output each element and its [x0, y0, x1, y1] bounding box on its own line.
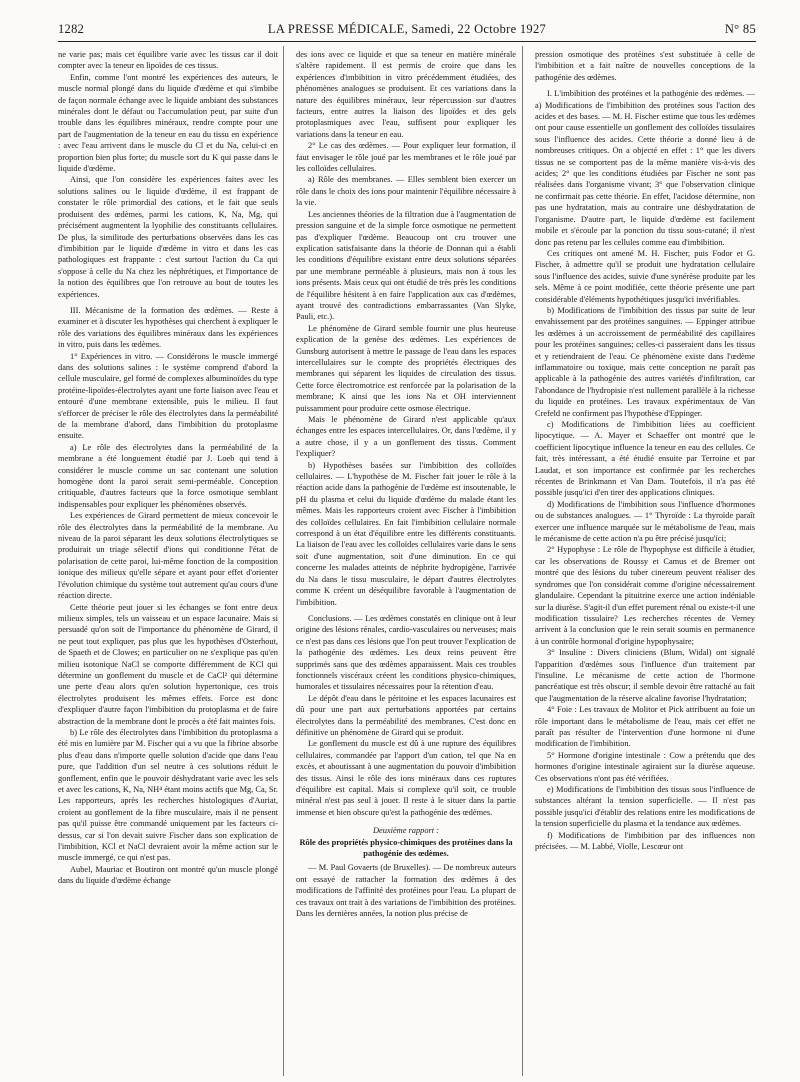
paragraph: Les anciennes théories de la filtration due à l'augmentation de pression sanguine et de la simple force osmotique ne permettent pas d'expliquer l'œdème. Beaucoup ont cru trouver une explication satisfaisante dans la théorie de Donnan qui a établi les conditions d'équilibre existant entre deux solutions séparées par une membrane perméable à plusieurs, mais non à tous les ions présents. Mais ceux qui ont étudié de très près les conditions de l'équilibre hésitent à en faire l'application aux cas d'œdèmes, ayant trouvé des contradictions embarrassantes (Van Slyke, Pauli, etc.).	[296, 209, 516, 322]
paragraph: 3° Insuline : Divers cliniciens (Blum, Widal) ont signalé l'apparition d'œdèmes sous l'influence d'un traitement par l'insuline. Le mécanisme de cette action de l'hormone pancréatique est très obscur; il semble devoir être rattaché au fait que l'augmentation de la réserve alcaline favorise l'hydratation;	[535, 648, 755, 703]
paragraph: b) Hypothèses basées sur l'imbibition des colloïdes cellulaires. — L'hypothèse de M. Fischer fait jouer le rôle à la réaction acide dans la pathogénie de l'œdème est insoutenable, le pH du plasma et celui du liquide d'œdème du malade étant les mêmes. Mais les rapporteurs croient avec Fischer à l'imbibition des colloïdes cellulaires. En fait l'imbibition cellulaire normale correspond à un état d'équilibre entre les différents constituants. La liaison de l'eau avec les colloïdes cellulaires varie dans le sens soit d'une augmentation, soit d'une diminution. En ce qui concerne les malades atteints de néphrite hydropigène, l'arrivée du Na dans le tissu musculaire, le départ d'autres électrolytes comme K créent un déséquilibre favorable à l'augmentation de l'imbibition.	[296, 460, 516, 607]
section-heading-paragraph: III. Mécanisme de la formation des œdèmes. — Reste à examiner et à discuter les hypothèses qui cherchent à expliquer le rôle des variations des équilibres minéraux dans les expériences in vitro, puis dans les œdèmes.	[58, 305, 278, 350]
column-divider	[283, 46, 284, 1076]
paragraph: f) Modifications de l'imbibition par des influences non précisées. — M. Labbé, Violle, Lescœur ont	[535, 830, 755, 852]
paragraph: Les expériences de Girard permettent de mieux concevoir le rôle des électrolytes dans la perméabilité de la membrane. Au niveau de la paroi séparant les deux solutions électrolytiques se produirait un triage sélectif d'ions qui conditionne l'état de polarisation de cette paroi, lui-même fonction de la composition ionique des milieux qu'elle sépare et ayant pour effet d'orienter l'évolution chimique du système tout autrement qu'au cours d'une réaction directe.	[58, 511, 278, 601]
header-rule	[58, 41, 756, 42]
paragraph: Ainsi, que l'on considère les expériences faites avec les solutions salines ou le liquide d'œdème, il est frappant de constater le rôle primordial des cations, et le fait que seuls produisent des œdèmes, parmi les cations, K, Na, Mg, qui précisément augmentent la lyophilie des constituants cellulaires. De plus, la similitude des perturbations observées dans les cas d'imbibition par le liquide d'œdème in vitro et dans les cas pathologiques est frappante : c'est surtout l'action du Ca qui s'oppose à celle du Na chez les néphrétiques, et l'importance de la notion des équilibres que l'on retrouve au bout de toutes les expériences.	[58, 175, 278, 299]
paragraph: ne varie pas; mais cet équilibre varie avec les tissus car il doit compter avec la teneur en lipoïdes de ces tissus.	[58, 50, 278, 71]
paragraph: 4° Foie : Les travaux de Molitor et Pick attribuent au foie un rôle important dans le métabolisme de l'eau, mais cet effet ne paraît pas résulter de l'intervention d'une hormone ni d'une modification de l'imbibition.	[535, 705, 755, 749]
report-title: Rôle des propriétés physico-chimiques des protéines dans la pathogénie des œdèmes.	[299, 837, 513, 859]
journal-title: LA PRESSE MÉDICALE, Samedi, 22 Octobre 1927	[267, 22, 547, 36]
column-1	[58, 49, 278, 1075]
paragraph: e) Modifications de l'imbibition des tissus sous l'influence de substances altérant la tension superficielle. — Il n'est pas possible jusqu'ici d'établir des relations entre les modifications de la tension superficielle du plasma et la tendance aux œdèmes.	[535, 785, 755, 829]
paragraph: Le gonflement du muscle est dû à une rupture des équilibres cellulaires, commandée par l'apport d'un cation, tel que Na en excès, et aboutissant à une augmentation du pouvoir d'imbibition des tissus. Ainsi le rôle des ions minéraux dans ces ruptures d'équilibre est capital. Mais si complexe qu'il soit, ce trouble minéral n'est pas seul à jouer. Il reste à le situer dans la partie immense et bien obscure qu'est la pathogénie des œdèmes.	[296, 739, 516, 817]
conclusions-paragraph: Conclusions. — Les œdèmes constatés en clinique ont à leur origine des lésions rénales, cardio-vasculaires ou nerveuses; mais ce n'est pas dans ces lésions que l'on peut trouver l'explication de la pathogénie des œdèmes. Les deux reins peuvent être supprimés sans que des œdèmes apparaissent. Mais ces troubles fonctionnels viscéraux créent les conditions physico-chimiques, humorales et tissulaires nécessaires pour la rétention d'eau.	[296, 613, 516, 692]
column-2	[296, 49, 516, 1075]
paragraph: 2° Le cas des œdèmes. — Pour expliquer leur formation, il faut envisager le rôle joué par les membranes et le rôle joué par les colloïdes cellulaires.	[296, 141, 516, 174]
paragraph: Mais le phénomène de Girard n'est applicable qu'aux échanges entre les espaces intercellulaires. Or, dans l'œdème, il y a autre chose, il y a un gonflement des tissus. Comment l'expliquer?	[296, 415, 516, 459]
paragraph: Le phénomène de Girard semble fournir une plus heureuse explication de la genèse des œdèmes. Les expériences de Gunsburg autorisent à mettre le passage de l'eau dans les espaces intercellulaires sur le compte des propriétés électriques des membranes qui séparent les liquides de circulation des tissus. Cette force électromotrice est renforcée par la polarisation de la membrane; K ainsi que les ions Na et OH interviennent puissamment pour produire cette osmose électrique.	[296, 323, 516, 413]
report-label: Deuxième rapport :	[372, 826, 440, 836]
paragraph: Aubel, Mauriac et Boutiron ont montré qu'un muscle plongé dans du liquide d'œdème échange	[58, 864, 278, 886]
paragraph: 1° Expériences in vitro. — Considérons le muscle immergé dans des solutions salines : le système comprend d'abord la cellule musculaire, gel formé de complexes albuminoïdes du type protéine-lipoïdes-électrolytes ayant une forte liaison avec l'eau et entouré d'une membrane extensible, puis le milieu. Il faut s'efforcer de préciser le rôle des électrolytes dans la perméabilité de la membrane d'abord, dans l'imbibition du protoplasme ensuite.	[58, 351, 278, 441]
issue-number: N° 85	[724, 22, 756, 36]
paragraph: Enfin, comme l'ont montré les expériences des auteurs, le muscle normal plongé dans du liquide d'œdème et qui s'imbibe de façon normale échange avec le liquide ambiant des substances minérales dont le défaut ou l'accumulation peut, par suite d'un trouble dans les équilibres minéraux, rendre compte pour une part de l'augmentation de la teneur en eau du tissu en expérience : avec l'eau arrivent dans le muscle du Cl et du Na, celui-ci en proportion bien plus forte; du muscle sort du K qui passe dans le liquide d'œdème.	[58, 72, 278, 174]
paragraph: des ions avec ce liquide et que sa teneur en matière minérale s'altère rapidement. Il est permis de croire que dans les expériences d'imbibition in vitro précédemment étudiées, des phénomènes analogues se produisent. Et ces variations dans la nature des équilibres minéraux, leur répercussion sur d'autres facteurs, entre autres la liaison des lipoïdes et des gels protoplasmiques avec l'eau, suffisent pour expliquer les variations dans la teneur en eau.	[296, 50, 516, 139]
paragraph: c) Modifications de l'imbibition liées au coefficient lipocytique. — A. Mayer et Schaeffer ont montré que le coefficient lipocytique influence la teneur en eau des cellules. Ce fait, très intéressant, a été étudié ensuite par Terroine et par Laudat, et son importance est confirmée par les recherches récentes de Brinkmann et Van Dam. Toutefois, il n'a pas été possible jusqu'ici d'en tirer des applications cliniques.	[535, 420, 755, 498]
paragraph: a) Rôle des membranes. — Elles semblent bien exercer un rôle dans le choix des ions pour maintenir l'équilibre nécessaire à la vie.	[296, 175, 516, 208]
paragraph: — M. Paul Govaerts (de Bruxelles). — De nombreux auteurs ont essayé de rattacher la formation des œdèmes à des modifications de l'affinité des protéines pour l'eau. La plupart de ces travaux ont trait à des variations de l'imbibition des protéines. Dans les dernières années, la notion plus précise de	[296, 863, 516, 919]
paragraph: b) Modifications de l'imbibition des tissus par suite de leur envahissement par des protéines sanguines. — Eppinger attribue les œdèmes à un accroissement de perméabilité des capillaires pour les protéines sanguines; celles-ci passeraient dans les tissus et y retiendraient de l'eau. Ce phénomène existe dans l'œdème inflammatoire ou toxique, mais cette conception ne paraît pas applicable à la pathogénie des autres variétés d'infiltration, car l'abondance de l'hydropisie n'est nullement parallèle à la richesse du liquide en protéines. Les travaux expérimentaux de Van Crefeld ne confirment pas l'hypothèse d'Eppinger.	[535, 305, 755, 418]
section-heading-paragraph: I. L'imbibition des protéines et la pathogénie des œdèmes. — a) Modifications de l'imbibition des protéines sous l'action des acides et des bases. — M. H. Fischer estime que tous les œdèmes ont pour cause essentielle un gonflement des colloïdes tissulaires sous l'influence des acides. Cette théorie a donné lieu à de nombreuses critiques. On a objecté en effet : 1° que les divers tissus ne se comportent pas de la même manière vis-à-vis des acides; 2° que les conditions étudiées par Fischer ne sont pas réalisées dans l'organisme vivant; 3° que l'observation clinique ne confirmait pas cette théorie. En effet, l'acidose détermine, non pas une hydratation, mais au contraire une déshydratation de l'organisme. D'autre part, le liquide d'œdème est facilement mobile et s'écoule par la ponction du tissu sous-cutané; il n'est donc pas retenu par les cellules comme eau d'imbibition.	[535, 89, 755, 247]
paragraph: Le dépôt d'eau dans le péritoine et les espaces lacunaires est dû pour une part aux perturbations apportées par certains électrolytes dans la perméabilité des membranes. C'est donc en définitive un phénomène de Girard qui se produit.	[296, 693, 516, 737]
paragraph: pression osmotique des protéines s'est substituée à celle de l'imbibition et a fait naître de nouvelles conceptions de la pathogénie des œdèmes.	[535, 50, 755, 82]
running-header	[58, 22, 756, 40]
paragraph: Cette théorie peut jouer si les échanges se font entre deux milieux simples, tels un vaisseau et un espace lacunaire. Mais si persuadé qu'on soit de l'importance du phénomène de Girard, il ne peut tout expliquer, pas plus que les hypothèses d'Osterhout, de Spaeth et de Clowes; en particulier on ne s'explique pas qu'en milieu isotonique NaCl se comporte différemment de KCl qui détermine un gonflement du muscle et de CaCl² qui détermine une perte d'eau alors qu'en solution hypertonique, ces trois électrolytes produisent les mêmes effets. Force est donc d'expliquer d'autre façon l'imbibition du protoplasma et de faire abstraction de la membrane dont le procès a été fait maintes fois.	[58, 602, 278, 726]
paragraph: 2° Hypophyse : Le rôle de l'hypophyse est difficile à étudier, car les observations de Roussy et Camus et de Bremer ont montré que des lésions du tuber cinereum peuvent réaliser des syndromes que l'on considérait comme d'origine nécessairement glandulaire. Cependant la pituitrine exerce une action indéniable sur la diurèse. S'agit-il d'un effet purement rénal ou existe-t-il une modification tissulaire? Les recherches récentes de Verney arrivent à la conclusion que le rein serait soumis en permanence à un contrôle hormonal d'origine hypophysaire;	[535, 545, 755, 646]
page-number: 1282	[58, 22, 85, 36]
paragraph: a) Le rôle des électrolytes dans la perméabilité de la membrane a été longuement étudié par J. Loeb qui tend à considérer le muscle comme un sac contenant une solution homogène dont la paroi serait semi-perméable. Conception critiquable, d'autres facteurs que la force osmotique semblant indispensables pour expliquer les phénomènes observés.	[58, 442, 278, 509]
paragraph: b) Le rôle des électrolytes dans l'imbibition du protoplasma a été mis en lumière par M. Fischer qui a vu que la fibrine absorbe plus d'eau dans n'importe quelle solution d'acide que dans l'eau pure, que l'addition d'un sel neutre à ces solutions réduit le gonflement, enfin que le pouvoir déshydratant varie avec les sels et avec les cations, K, Na, NH⁴ étant moins actifs que Mg, Ca, Sr. Les rapporteurs, après les recherches histologiques d'Auriat, croient au gonflement de la fibre musculaire, mais il ne pensent pas qu'il puisse être commandé uniquement par les facteurs ci-dessus, car si l'on devait suivre Fischer dans son explication de l'imbibition, KCl et NaCl devraient avoir la même action sur le muscle immergé, ce qui n'est pas.	[58, 727, 278, 863]
paragraph: d) Modifications de l'imbibition sous l'influence d'hormones ou de substances analogues. — 1° Thyroïde : La thyroïde paraît exercer une influence marquée sur le métabolisme de l'eau, mais le mécanisme de cette action n'a pu être précisé jusqu'ici;	[535, 499, 755, 544]
paragraph: Ces critiques ont amené M. H. Fischer, puis Fodor et G. Fischer, à admettre qu'il se produit une hydratation cellulaire sous l'influence des acides, suivie d'une synérèse produite par les sels. Même à ce point modifiée, cette théorie présente une part considérable d'éléments hypothétiques jusqu'ici invérifiables.	[535, 248, 755, 304]
paragraph: 5° Hormone d'origine intestinale : Cow a prétendu que des hormones d'origine intestinale agiraient sur la diurèse aqueuse. Ces observations n'ont pas été vérifiées.	[535, 750, 755, 783]
column-divider	[522, 46, 523, 1076]
column-3	[535, 49, 755, 1075]
